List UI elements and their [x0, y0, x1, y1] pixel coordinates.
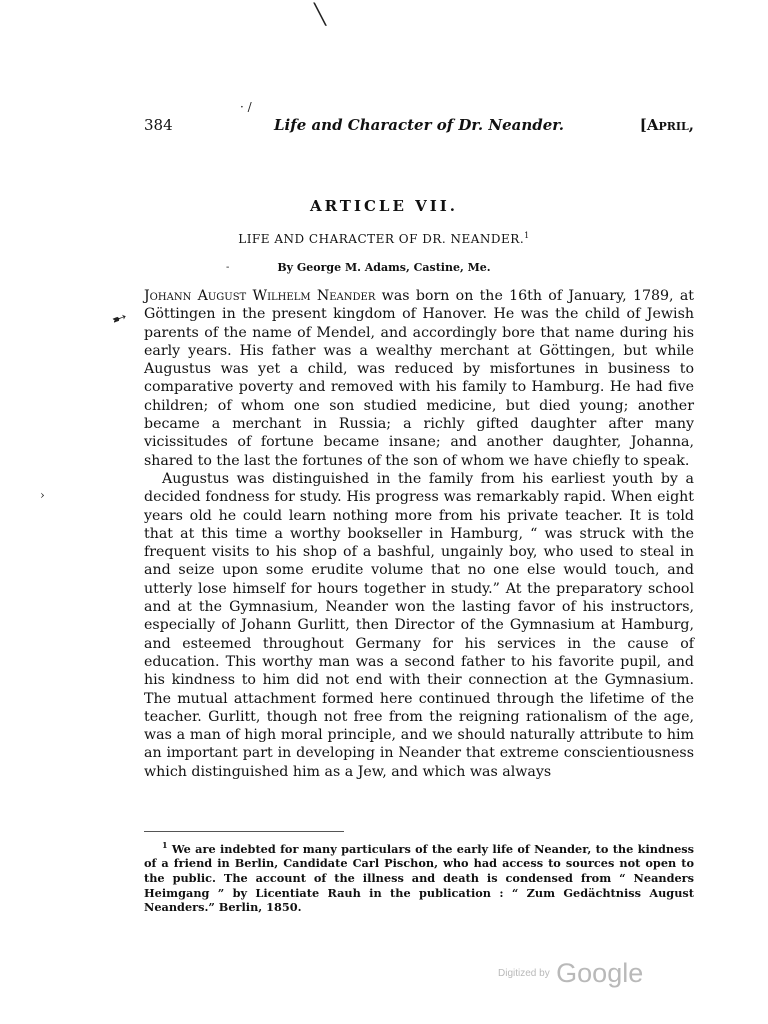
byline: By George M. Adams, Castine, Me. — [277, 261, 491, 274]
running-title: Life and Character of Dr. Neander. — [274, 116, 565, 134]
pen-stroke-mark: ➸ — [108, 306, 131, 331]
article-title-text: LIFE AND CHARACTER OF DR. NEANDER. — [238, 232, 525, 246]
stray-mark-header: · / — [240, 100, 252, 114]
paragraph-1-text: was born on the 16th of January, 1789, at Göttingen in the present kingdom of Hanover. He was the child of Jewish parents of the name of Mendel, and accordingly bore that name during his early years. His father was a wealthy merchant at Göttingen, but while Augustus was yet a child, was reduced by misfortunes in business to comparative poverty and removed with his family to Hamburg. He had five children; of whom one son studied medicine, but died young; another became a merchant in Russia; a richly gifted daughter after many vicissitudes of fortune became insane; and another daughter, Johanna, shared to the last the fortunes of the son of whom we have chiefly to speak. — [144, 288, 694, 469]
page-number: 384 — [144, 116, 173, 134]
footnote-reference: 1 — [524, 231, 530, 240]
footnote-paragraph — [144, 838, 694, 915]
running-header — [144, 112, 694, 136]
article-body — [144, 287, 694, 781]
digitized-watermark — [498, 958, 643, 989]
paragraph-2: Augustus was distinguished in the family from his earliest youth by a decided fondness for study. His progress was remarkably rapid. When eight years old he could learn nothing more from his private teacher. It is told that at this time a worthy bookseller in Hamburg, “ was struck with the frequent visits to his shop of a bashful, ungainly boy, who used to steal in and seize upon some erudite volume that no one else would touch, and utterly lose himself for hours together in study.” At the preparatory school and at the Gymnasium, Neander won the lasting favor of his instructors, especially of Johann Gurlitt, then Director of the Gymnasium at Hamburg, and esteemed throughout Germany for his services in the cause of education. This worthy man was a second father to his favorite pupil, and his kindness to him did not end with their connection at the Gymnasium. The mutual attachment formed here continued through the lifetime of the teacher. Gurlitt, though not free from the reigning rationalism of the age, was a man of high moral principle, and we should naturally attribute to him an important part in developing in Neander that extreme conscientiousness which distinguished him as a Jew, and which was always — [144, 470, 694, 780]
footnote-marker: 1 — [162, 840, 168, 850]
paragraph-1 — [144, 287, 694, 470]
subject-name: Johann August Wilhelm Neander — [144, 288, 376, 304]
stray-mark-byline: - — [226, 262, 230, 273]
footnote-rule — [144, 831, 344, 832]
article-number: ARTICLE VII. — [309, 197, 459, 215]
footnote — [144, 838, 694, 915]
stray-mark-margin-left: › — [40, 488, 45, 502]
header-month: [April, — [639, 116, 694, 134]
article-title — [0, 231, 768, 246]
footnote-text: We are indebted for many particulars of the early life of Neander, to the kindness of a friend in Berlin, Candidate Carl Pischon, who had access to sources not open to the public. The account of the illness and death is condensed from “ Neanders Heimgang ” by Licentiate Rauh in the publication : “ Zum Gedächtniss August Neanders.” Berlin, 1850. — [144, 841, 694, 915]
stray-mark-top: ╲ — [314, 2, 327, 26]
digitized-prefix: Digitized by — [498, 968, 550, 979]
google-logo-text: Google — [556, 958, 644, 988]
